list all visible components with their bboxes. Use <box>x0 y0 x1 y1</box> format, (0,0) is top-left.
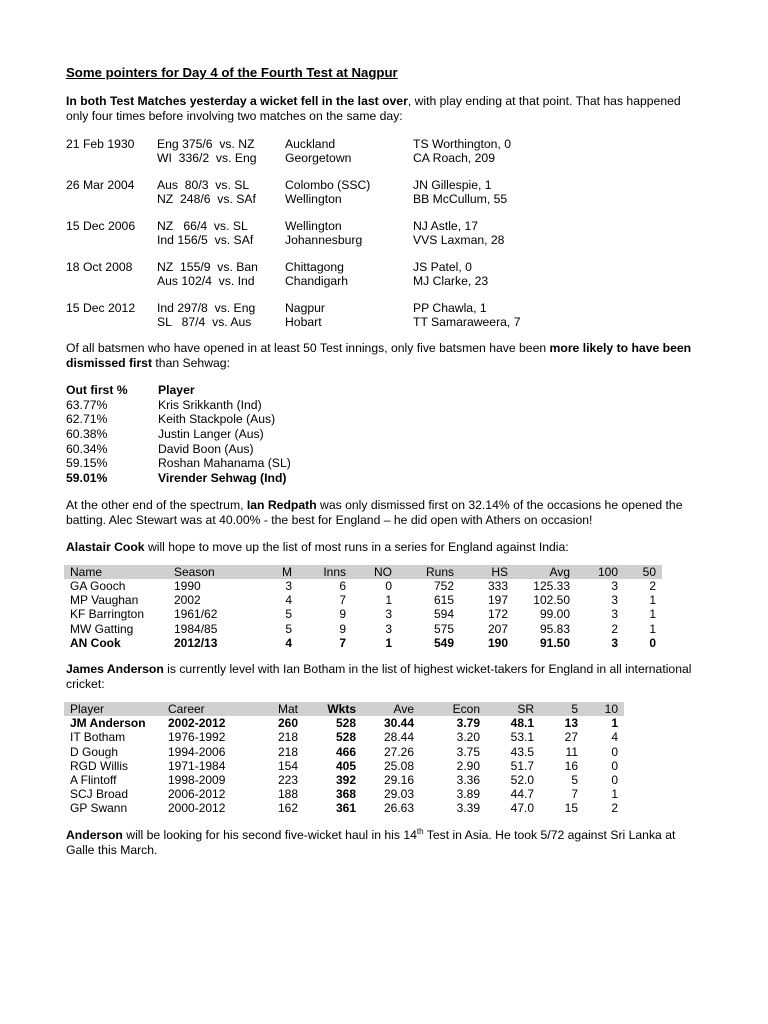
table-cell: 16 <box>564 758 578 773</box>
table-cell: 3 <box>611 579 618 594</box>
table-row <box>64 801 624 815</box>
match-group <box>66 260 706 288</box>
openers-text-pre: Of all batsmen who have opened in at least 50 Test innings, only five batsmen have been <box>66 341 550 355</box>
table-cell: 1971-1984 <box>168 758 226 773</box>
table-cell: 91.50 <box>539 635 570 650</box>
anderson-table-header <box>64 702 624 716</box>
table-cell: 207 <box>487 621 508 636</box>
intro-paragraph <box>66 94 706 124</box>
table-cell: 102.50 <box>533 593 570 608</box>
opener-pct: 60.38% <box>66 427 108 442</box>
opener-row <box>66 442 706 457</box>
final-paragraph <box>66 828 706 858</box>
anderson-wickets-table <box>64 702 624 816</box>
table-cell: 361 <box>335 801 356 816</box>
match-venue: Georgetown <box>285 151 352 165</box>
table-cell: 4 <box>285 593 292 608</box>
openers-paragraph <box>66 341 706 371</box>
table-cell: 1994-2006 <box>168 744 226 759</box>
match-player: TT Samaraweera, 7 <box>413 315 521 329</box>
match-score: Ind 297/8 vs. Eng <box>157 301 256 315</box>
table-cell: 51.7 <box>510 758 534 773</box>
table-cell: KF Barrington <box>70 607 145 622</box>
match-venue: Johannesburg <box>285 233 363 247</box>
final-mid: will be looking for his second five-wicket haul in his 14 <box>122 827 417 842</box>
table-cell: 223 <box>277 773 298 788</box>
match-venue: Auckland <box>285 137 336 151</box>
table-cell: 0 <box>649 635 656 650</box>
table-cell: 549 <box>433 635 454 650</box>
table-cell: 3.75 <box>456 744 480 759</box>
table-cell: 1 <box>649 607 656 622</box>
table-cell: 4 <box>611 730 618 745</box>
table-cell: 3.79 <box>456 716 480 731</box>
table-cell: GA Gooch <box>70 579 126 594</box>
table-cell: 53.1 <box>510 730 534 745</box>
match-group <box>66 178 706 206</box>
table-cell: 3 <box>385 607 392 622</box>
table-cell: 29.16 <box>383 773 414 788</box>
opener-row <box>66 398 706 413</box>
match-group <box>66 219 706 247</box>
match-venue: Colombo (SSC) <box>285 178 371 192</box>
opener-pct: 59.15% <box>66 456 108 471</box>
table-cell: IT Botham <box>70 730 126 745</box>
table-cell: 95.83 <box>539 621 570 636</box>
table-cell: 48.1 <box>510 716 534 731</box>
table-cell: 0 <box>611 758 618 773</box>
match-player: PP Chawla, 1 <box>413 301 487 315</box>
opener-pct: 59.01% <box>66 471 108 486</box>
table-cell: 1 <box>611 716 618 731</box>
match-score: SL 87/4 vs. Aus <box>157 315 252 329</box>
table-row <box>64 787 624 801</box>
anderson-col-header: Mat <box>277 702 298 717</box>
final-post: Test in Asia. He took 5/72 against Sri Lanka at Galle this March. <box>66 827 676 857</box>
cook-bold: Alastair Cook <box>66 539 145 554</box>
cook-runs-table <box>64 565 662 650</box>
table-cell: 2 <box>611 801 618 816</box>
anderson-bold: James Anderson <box>66 662 164 677</box>
table-cell: 26.63 <box>383 801 414 816</box>
cook-col-header: Runs <box>425 564 454 579</box>
match-player: JS Patel, 0 <box>413 260 472 274</box>
match-score: NZ 66/4 vs. SL <box>157 219 248 233</box>
cook-col-header: NO <box>374 564 392 579</box>
table-cell: 13 <box>564 716 578 731</box>
table-cell: AN Cook <box>70 635 121 650</box>
table-cell: GP Swann <box>70 801 128 816</box>
cook-table-header <box>64 565 662 579</box>
table-cell: 99.00 <box>539 607 570 622</box>
match-player: NJ Astle, 17 <box>413 219 479 233</box>
match-row <box>66 151 706 165</box>
match-row <box>66 137 706 151</box>
intro-bold: In both Test Matches yesterday a wicket fell in the last over <box>66 94 408 108</box>
table-cell: 125.33 <box>533 579 570 594</box>
match-row <box>66 301 706 315</box>
match-row <box>66 192 706 206</box>
anderson-col-header: SR <box>517 702 534 717</box>
opener-player: David Boon (Aus) <box>158 441 254 456</box>
opener-pct: 60.34% <box>66 441 108 456</box>
table-cell: 575 <box>433 621 454 636</box>
match-venue: Nagpur <box>285 301 325 315</box>
match-date: 15 Dec 2006 <box>66 219 136 233</box>
table-cell: 3.39 <box>456 801 480 816</box>
table-cell: 2006-2012 <box>168 787 226 802</box>
table-cell: 1 <box>649 593 656 608</box>
cook-col-header: Season <box>174 564 215 579</box>
table-cell: MW Gatting <box>70 621 134 636</box>
table-cell: 9 <box>339 621 346 636</box>
table-cell: 368 <box>335 787 356 802</box>
match-group <box>66 301 706 329</box>
final-sup: th <box>416 826 424 836</box>
table-cell: JM Anderson <box>70 716 146 731</box>
table-cell: 4 <box>285 635 292 650</box>
anderson-col-header: Player <box>70 702 105 717</box>
match-date: 18 Oct 2008 <box>66 260 133 274</box>
table-cell: 218 <box>277 744 298 759</box>
match-group <box>66 137 706 165</box>
table-cell: 11 <box>565 744 578 759</box>
cook-post: will hope to move up the list of most runs in a series for England against India: <box>144 539 569 554</box>
table-cell: 29.03 <box>383 787 414 802</box>
match-venue: Hobart <box>285 315 322 329</box>
table-cell: 615 <box>433 593 454 608</box>
table-cell: 218 <box>277 730 298 745</box>
anderson-paragraph <box>66 662 706 692</box>
match-score: Aus 80/3 vs. SL <box>157 178 250 192</box>
opener-player: Kris Srikkanth (Ind) <box>158 397 262 412</box>
cook-col-header: Name <box>70 564 103 579</box>
table-row <box>64 730 624 744</box>
table-cell: 15 <box>564 801 578 816</box>
table-cell: 528 <box>335 730 356 745</box>
anderson-col-header: 5 <box>571 702 578 717</box>
table-cell: 1 <box>649 621 656 636</box>
table-cell: 1 <box>385 635 392 650</box>
table-cell: 44.7 <box>510 787 534 802</box>
match-score: WI 336/2 vs. Eng <box>157 151 257 165</box>
table-cell: 1990 <box>174 579 201 594</box>
header-pct: Out first % <box>66 383 128 397</box>
match-venue: Chandigarh <box>285 274 349 288</box>
match-player: JN Gillespie, 1 <box>413 178 492 192</box>
table-cell: 43.5 <box>510 744 534 759</box>
table-cell: 162 <box>277 801 298 816</box>
table-cell: 1998-2009 <box>168 773 226 788</box>
match-score: Aus 102/4 vs. Ind <box>157 274 255 288</box>
match-player: VVS Laxman, 28 <box>413 233 505 247</box>
table-cell: 3.20 <box>456 730 480 745</box>
match-player: BB McCullum, 55 <box>413 192 508 206</box>
match-row <box>66 315 706 329</box>
match-venue: Wellington <box>285 192 342 206</box>
table-row <box>64 579 662 593</box>
table-cell: 3.89 <box>456 787 480 802</box>
anderson-col-header: Econ <box>452 702 480 717</box>
opener-player: Roshan Mahanama (SL) <box>158 456 291 471</box>
table-cell: 47.0 <box>510 801 534 816</box>
table-cell: 1961/62 <box>174 607 218 622</box>
match-score: Ind 156/5 vs. SAf <box>157 233 254 247</box>
intro-rest: , with play ending at that point. That has happened only four times before involving two matches on the same day: <box>66 94 681 123</box>
match-player: MJ Clarke, 23 <box>413 274 489 288</box>
table-cell: 27 <box>564 730 578 745</box>
match-score: NZ 248/6 vs. SAf <box>157 192 256 206</box>
table-cell: 2 <box>611 621 618 636</box>
match-player: TS Worthington, 0 <box>413 137 511 151</box>
cook-col-header: 100 <box>597 564 618 579</box>
opener-pct: 62.71% <box>66 412 108 427</box>
page-title: Some pointers for Day 4 of the Fourth Test at Nagpur <box>66 65 398 80</box>
table-cell: 1984/85 <box>174 621 218 636</box>
cook-col-header: 50 <box>642 564 656 579</box>
table-cell: A Flintoff <box>70 773 117 788</box>
opener-row <box>66 412 706 427</box>
opener-player: Virender Sehwag (Ind) <box>158 471 287 486</box>
match-date: 21 Feb 1930 <box>66 137 135 151</box>
table-cell: 528 <box>335 716 356 731</box>
match-row <box>66 233 706 247</box>
table-cell: 392 <box>335 773 356 788</box>
table-row <box>64 622 662 636</box>
match-player: CA Roach, 209 <box>413 151 495 165</box>
opener-player: Justin Langer (Aus) <box>158 427 264 442</box>
opener-row <box>66 471 706 486</box>
match-date: 26 Mar 2004 <box>66 178 135 192</box>
table-cell: 3 <box>611 635 618 650</box>
table-cell: 25.08 <box>383 758 414 773</box>
table-cell: 2 <box>649 579 656 594</box>
table-cell: 197 <box>487 593 508 608</box>
anderson-col-header: Wkts <box>327 702 356 717</box>
table-cell: 190 <box>487 635 508 650</box>
table-cell: 5 <box>285 621 292 636</box>
table-row <box>64 773 624 787</box>
anderson-col-header: 10 <box>604 702 618 717</box>
table-cell: 27.26 <box>383 744 414 759</box>
table-cell: 2000-2012 <box>168 801 226 816</box>
anderson-col-header: Career <box>168 702 205 717</box>
table-cell: 188 <box>277 787 298 802</box>
table-cell: 3 <box>385 621 392 636</box>
table-row <box>64 607 662 621</box>
match-row <box>66 219 706 233</box>
openers-text-bold: more likely to have been dismissed first <box>66 341 692 370</box>
table-cell: 3 <box>285 579 292 594</box>
openers-list <box>66 383 706 486</box>
table-cell: 30.44 <box>383 716 414 731</box>
redpath-post: was only dismissed first on 32.14% of the occasions he opened the batting. Alec Stewart was at 40.00% - the best for England – he did open with Athers on occasion! <box>66 497 683 527</box>
openers-text-post: than Sehwag: <box>152 356 230 370</box>
table-cell: 752 <box>433 579 454 594</box>
table-cell: 466 <box>335 744 356 759</box>
table-cell: RGD Willis <box>70 758 128 773</box>
table-cell: 1976-1992 <box>168 730 226 745</box>
match-venue: Wellington <box>285 219 342 233</box>
cook-col-header: M <box>282 564 292 579</box>
table-cell: 0 <box>611 744 618 759</box>
match-row <box>66 274 706 288</box>
redpath-pre: At the other end of the spectrum, <box>66 497 247 512</box>
match-row <box>66 260 706 274</box>
table-cell: 2002 <box>174 593 201 608</box>
table-cell: 2012/13 <box>174 635 218 650</box>
table-cell: 6 <box>339 579 346 594</box>
table-cell: MP Vaughan <box>70 593 139 608</box>
table-cell: 1 <box>611 787 618 802</box>
cook-col-header: HS <box>491 564 508 579</box>
document-page <box>66 64 706 858</box>
table-cell: 154 <box>277 758 298 773</box>
table-cell: 7 <box>339 593 346 608</box>
opener-row <box>66 456 706 471</box>
match-score: Eng 375/6 vs. NZ <box>157 137 255 151</box>
opener-pct: 63.77% <box>66 397 108 412</box>
match-score: NZ 155/9 vs. Ban <box>157 260 258 274</box>
table-cell: 7 <box>571 787 578 802</box>
table-cell: 1 <box>385 593 392 608</box>
table-row <box>64 759 624 773</box>
table-cell: 594 <box>433 607 454 622</box>
table-cell: SCJ Broad <box>70 787 129 802</box>
table-cell: 2002-2012 <box>168 716 226 731</box>
table-cell: D Gough <box>70 744 119 759</box>
opener-player: Keith Stackpole (Aus) <box>158 412 276 427</box>
table-cell: 0 <box>385 579 392 594</box>
table-row <box>64 745 624 759</box>
redpath-bold: Ian Redpath <box>246 497 317 512</box>
table-row <box>64 636 662 650</box>
cook-col-header: Inns <box>323 564 346 579</box>
table-cell: 333 <box>487 579 508 594</box>
cook-col-header: Avg <box>549 564 570 579</box>
redpath-paragraph <box>66 498 706 528</box>
table-cell: 405 <box>335 758 356 773</box>
match-row <box>66 178 706 192</box>
anderson-post: is currently level with Ian Botham in the list of highest wicket-takers for England in all international cricket: <box>66 662 692 692</box>
final-bold: Anderson <box>66 827 123 842</box>
matches-list <box>66 137 706 329</box>
match-date: 15 Dec 2012 <box>66 301 136 315</box>
table-cell: 172 <box>487 607 508 622</box>
table-row <box>64 593 662 607</box>
table-cell: 7 <box>339 635 346 650</box>
match-venue: Chittagong <box>285 260 344 274</box>
table-cell: 52.0 <box>510 773 534 788</box>
table-cell: 5 <box>571 773 578 788</box>
table-row <box>64 716 624 730</box>
opener-row <box>66 427 706 442</box>
table-cell: 5 <box>285 607 292 622</box>
table-cell: 0 <box>611 773 618 788</box>
table-cell: 9 <box>339 607 346 622</box>
table-cell: 2.90 <box>456 758 480 773</box>
table-cell: 3.36 <box>456 773 480 788</box>
header-player: Player <box>158 383 195 397</box>
openers-header <box>66 383 706 398</box>
table-cell: 260 <box>277 716 298 731</box>
table-cell: 3 <box>611 593 618 608</box>
cook-paragraph <box>66 540 706 555</box>
anderson-col-header: Ave <box>393 702 414 717</box>
table-cell: 28.44 <box>383 730 414 745</box>
table-cell: 3 <box>611 607 618 622</box>
